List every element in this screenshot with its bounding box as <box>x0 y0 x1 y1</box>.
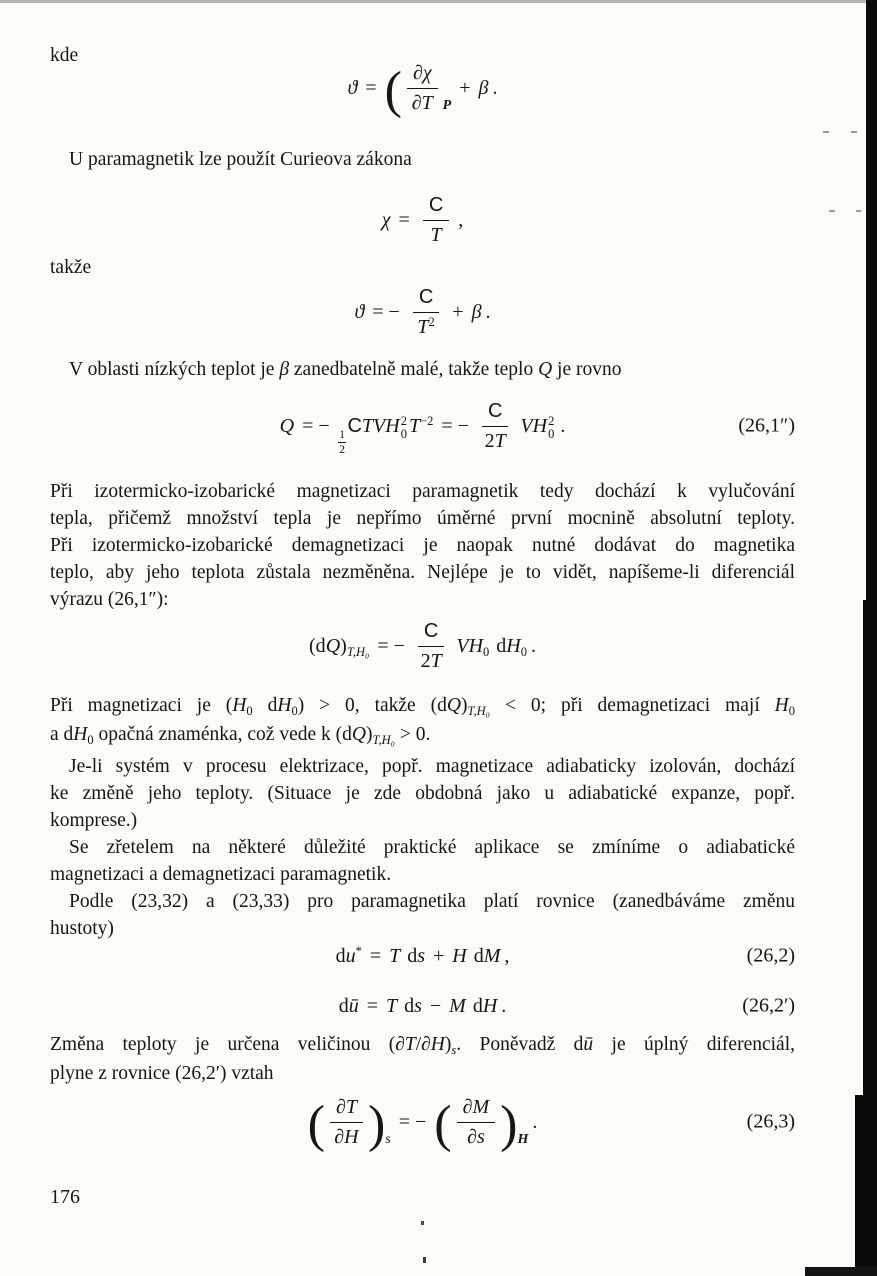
equation-number: (26,3) <box>746 1110 795 1133</box>
math-op: = <box>365 77 377 99</box>
equation-dq-differential: $(dQ)_{T,H_0}$ = − $\frac{C}{2T}$ $VH_0$ $dH_0$ . <box>309 619 536 672</box>
scan-edge-strip <box>855 1095 877 1276</box>
fraction: $\frac{\partial\chi}{\partial T}$ <box>407 61 438 116</box>
paragraph-curie-intro: U paramagnetik lze použít Curieova zákona <box>69 149 412 170</box>
scan-speck <box>421 1221 424 1225</box>
stacked-subsup: 2 0 <box>400 413 407 442</box>
math-var: M <box>483 945 501 967</box>
paren: ) <box>500 1096 518 1154</box>
math-op: = − <box>441 415 469 437</box>
math-op: = − <box>372 301 400 323</box>
math-var: VH <box>520 415 548 437</box>
math-op: = − <box>302 415 330 437</box>
paragraph-low-temperature: V oblasti nízkých teplot je β zanedbatelně malé, takže teplo Q je rovno <box>69 359 622 380</box>
scan-speck <box>823 131 829 133</box>
fraction: $\frac{C}{2T}$ <box>482 399 508 454</box>
math-var: Q <box>325 635 341 657</box>
math-op: = <box>366 995 378 1017</box>
equation-theta-definition: ϑ = ( $\frac{\partial\chi}{\partial T}$ P+ β . <box>347 61 498 120</box>
equation-curie-law: χ = $\frac{C}{T}$ , <box>381 193 464 246</box>
math-var: H <box>482 995 498 1017</box>
math-op: − <box>429 995 442 1017</box>
curie-constant: C <box>347 415 362 437</box>
math-var: M <box>449 995 466 1017</box>
math-var: VH <box>456 635 484 657</box>
math-var: χ <box>381 209 391 231</box>
fraction: $\frac{\partial M}{\partial s}$ <box>457 1095 496 1150</box>
connector-word-takze: takže <box>50 257 92 278</box>
paragraph-isothermal: Při izotermicko-izobarické magnetizaci paramagnetik tedy dochází k vylučování tepla, přičemž množství tepla je nepřímo úměrné první mocnině absolutní teploty. Při izotermicko-izobarické demagnetizaci je naopak nutné dodávat do magnetika teplo, aby jeho teplota zůstala nezměněna. Nejlépe je to vidět, napíšeme-li diferenciál výrazu (26,1″): <box>50 481 795 610</box>
equation-26-1pp: Q = − $\frac{1}{2}$ CTVH 2 0 $T^{-2}$ = − $\frac{C}{2T}$ VH 2 0 . (26,1″) <box>279 399 795 456</box>
math-subscript: T,H₀ <box>346 645 370 659</box>
math-op: = <box>369 945 382 967</box>
math-var: T <box>408 415 421 437</box>
math-var: Q <box>279 415 295 437</box>
scan-edge-strip <box>866 0 877 640</box>
equation-theta-curie: ϑ = − $\frac{C}{T^2}$ + β . <box>354 285 491 338</box>
scan-speck <box>851 131 857 133</box>
math-op: = − <box>398 1111 427 1133</box>
scan-speck <box>829 210 835 212</box>
scan-speck <box>856 210 861 212</box>
page-number: 176 <box>50 1186 80 1208</box>
paragraph-adiabatic-isolation: Je-li systém v procesu elektrizace, popř. magnetizace adiabaticky izolován, dochází ke změně jeho teploty. (Situace je zde obdobná jako u adiabatické expanze, popř. komprese.) <box>50 756 795 831</box>
paragraph-practical-applications: Se zřetelem na některé důležité praktické aplikace se zmíníme o adiabatické magnetizaci a demagnetizaci paramagnetik. <box>50 837 795 885</box>
math-var: TV <box>361 415 386 437</box>
equation-26-2: du* = T ds + H dM , (26,2) <box>335 944 795 967</box>
math-var: T <box>385 995 398 1017</box>
paragraph-podle-equations: Podle (23,32) a (23,33) pro paramagnetika platí rovnice (zanedbáváme změnu hustoty) <box>50 891 795 939</box>
scan-corner-bar <box>805 1267 877 1276</box>
scan-edge-strip <box>863 600 877 1120</box>
fraction: $\frac{C}{T^2}$ <box>413 285 439 340</box>
small-fraction-half: $\frac{1}{2}$ <box>339 429 345 456</box>
stacked-subsup: 2 0 <box>548 413 555 442</box>
math-op: + <box>459 77 471 99</box>
paren: ( <box>384 62 402 120</box>
fraction: $\frac{C}{2T}$ <box>418 619 444 674</box>
fraction: $\frac{\partial T}{\partial H}$ <box>330 1095 363 1150</box>
math-var: H <box>506 635 521 657</box>
equation-number: (26,2′) <box>742 994 795 1017</box>
equation-26-3: ( $\frac{\partial T}{\partial H}$ )s= − ( $\frac{\partial M}{\partial s}$ )H. (26,3) <box>307 1095 795 1154</box>
math-op: + <box>452 301 464 323</box>
math-var: s <box>417 945 426 967</box>
math-var: ū <box>348 995 359 1017</box>
equation-26-2p: dū = T ds − M dH . (26,2′) <box>338 994 795 1017</box>
paragraph-magnetization-sign: Při magnetizaci je ($H_0$ $dH_0) > 0$, takže $(dQ)_{T,H_0} < 0$; při demagnetizaci mají $H_0$ a $dH_0$ opačná znaménka, což vede k $(dQ)_{T,H_0} > 0$. <box>50 695 796 747</box>
math-op: = <box>398 209 410 231</box>
paragraph-temperature-change: Změna teploty je určena veličinou $(\partial T/\partial H)_s$. Poněvadž dū je úplný diferenciál, plyne z rovnice (26,2′) vztah <box>50 1034 796 1084</box>
connector-word-kde: kde <box>50 45 79 66</box>
math-var: u <box>345 945 356 967</box>
scan-top-line <box>0 0 877 3</box>
math-var: ϑ <box>347 77 358 99</box>
math-op: + <box>433 945 445 967</box>
equation-number: (26,2) <box>746 944 795 967</box>
math-op: = − <box>377 635 405 657</box>
math-var: β <box>478 77 489 99</box>
math-var: H <box>452 945 467 967</box>
math-var: ϑ <box>354 301 365 323</box>
equation-number: (26,1″) <box>738 414 795 437</box>
scan-speck <box>423 1257 426 1263</box>
math-var: H <box>385 415 400 437</box>
fraction: $\frac{C}{T}$ <box>423 193 449 248</box>
math-var: T <box>389 945 401 967</box>
paren: ) <box>367 1096 386 1154</box>
math-var: s <box>414 995 422 1017</box>
paren: ( <box>434 1096 452 1154</box>
math-var: β <box>471 301 482 323</box>
paren: ( <box>307 1096 325 1154</box>
